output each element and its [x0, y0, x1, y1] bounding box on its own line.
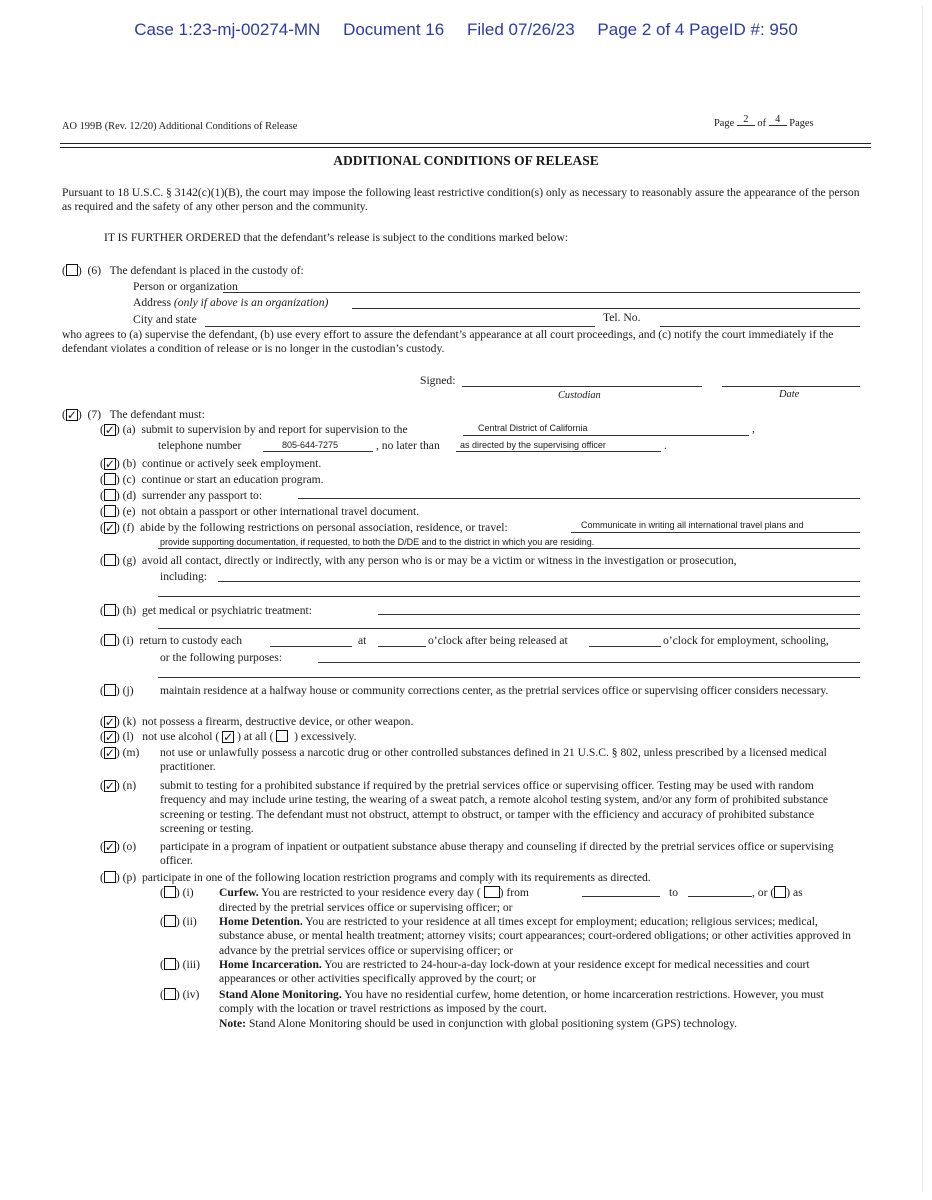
p1-from: ) from [499, 886, 529, 899]
d-line[interactable] [298, 498, 860, 499]
g-label: (g) [122, 554, 137, 567]
e-text: not obtain a passport or other international travel document. [141, 505, 420, 518]
condition-7g: ( ) (g) avoid all contact, directly or indirectly, with any person who is or may be a victim or witness in the investigation or prosecution, [100, 554, 737, 567]
checkbox-b[interactable] [104, 458, 116, 470]
condition-7e: ( ) (e) not obtain a passport or other international travel document. [100, 505, 420, 518]
p1-from-line[interactable] [582, 896, 660, 897]
k-text: not possess a firearm, destructive device, or other weapon. [141, 715, 414, 728]
p-alone-box: ( ) (iv) [160, 988, 200, 1001]
custodian-signature-line[interactable] [462, 386, 702, 387]
i-purposes: or the following purposes: [160, 651, 283, 664]
case-number: Case 1:23-mj-00274-MN [134, 20, 321, 39]
page-counter [714, 114, 814, 130]
p3-text: You are restricted to 24-hour-a-day lock-down at your residence except for medical necessities and court appearances or other activities specifically approved by the court; or [219, 958, 810, 986]
h-line-1[interactable] [378, 614, 860, 615]
a-tel-line[interactable] [263, 451, 373, 452]
p4-note [219, 1017, 737, 1030]
city-label: City and state [133, 313, 197, 326]
condition-7h: ( ) (h) get medical or psychiatric treatment: [100, 604, 312, 617]
p1-label: ) (i) [175, 886, 194, 899]
checkbox-l-excess[interactable] [276, 730, 288, 742]
m-text: not use or unlawfully possess a narcotic drug or other controlled substances defined in 21 U.S.C. § 802, unless prescribed by a licensed medical practitioner. [160, 746, 827, 774]
condition-7i: ( ) (i) return to custody each [100, 634, 243, 647]
checkbox-p-curfew-day[interactable] [484, 886, 500, 898]
a-when-value: as directed by the supervising officer [460, 440, 606, 450]
checkbox-n[interactable] [104, 780, 116, 792]
j-label: (j) [122, 684, 134, 697]
d-label: (d) [122, 489, 137, 502]
n-text: submit to testing for a prohibited substance if required by the pretrial services office or supervising officer. Testing may be used with random frequency and may include urine testing, the wearing of a sweat patch, a remote alcohol testing system, and/or any form of prohibited substance screening or testing. The defendant must not obstruct, attempt to obstruct, or tamper with the efficiency and accuracy of prohibited substance screening or testing. [160, 779, 829, 836]
a-label: (a) [122, 423, 136, 436]
checkbox-p-alone[interactable] [164, 988, 176, 1000]
checkbox-f[interactable] [104, 522, 116, 534]
checkbox-o[interactable] [104, 841, 116, 853]
p-incar-box: ( ) (iii) [160, 958, 201, 971]
checkbox-m[interactable] [104, 747, 116, 759]
checkbox-p-curfew[interactable] [164, 886, 176, 898]
i-text: return to custody each [139, 634, 243, 647]
condition-7f: (✓ ) (f) abide by the following restrictions on personal association, residence, or travel: [100, 521, 508, 534]
tel-line[interactable] [660, 326, 860, 327]
city-line[interactable] [205, 326, 595, 327]
a-comma: , [752, 422, 755, 435]
checkbox-p-incar[interactable] [164, 958, 176, 970]
p-label: (p) [122, 871, 137, 884]
address-label [133, 296, 328, 309]
checkbox-c[interactable] [104, 473, 116, 485]
l-text-1: not use alcohol ( [142, 730, 220, 743]
p3-bold: Home Incarceration. [219, 958, 322, 971]
page-num: 2 [737, 114, 755, 126]
checkbox-p-curfew-or[interactable] [774, 886, 786, 898]
condition-7m-box: (✓ ) (m) [100, 746, 139, 759]
condition-7o-box: (✓ ) (o) [100, 840, 136, 853]
p3-paragraph [219, 958, 861, 987]
m-label: (m) [122, 746, 140, 759]
p1-to: to [669, 886, 679, 899]
i-oclock-2: o’clock for employment, schooling, [663, 634, 829, 647]
form-id: AO 199B (Rev. 12/20) Additional Conditions of Release [62, 121, 298, 132]
g-including: including: [160, 570, 208, 583]
i-label: (i) [122, 634, 134, 647]
checkbox-l[interactable] [104, 731, 116, 743]
i-purposes-line[interactable] [318, 662, 860, 663]
ecf-header-banner [0, 20, 932, 40]
date-label: Date [779, 389, 800, 400]
f-line-1[interactable] [571, 532, 860, 533]
p1-or-text: , or ( [752, 886, 775, 899]
condition-6: ( ) (6) The defendant is placed in the custody of: [62, 264, 304, 277]
g-line-1[interactable] [218, 581, 860, 582]
b-text: continue or actively seek employment. [141, 457, 322, 470]
p1-or [752, 886, 803, 899]
of-label: of [757, 118, 767, 129]
d-text: surrender any passport to: [141, 489, 263, 502]
h-line-2[interactable] [158, 628, 860, 629]
p3-label: ) (iii) [175, 958, 201, 971]
checkbox-e[interactable] [104, 505, 116, 517]
o-label: (o) [122, 840, 137, 853]
address-note: (only if above is an organization) [173, 296, 329, 309]
a-district-value: Central District of California [478, 423, 588, 433]
checkbox-g[interactable] [104, 554, 116, 566]
a-tel-label: telephone number [158, 439, 242, 452]
i-day-line[interactable] [270, 646, 352, 647]
condition-7b: (✓ ) (b) continue or actively seek employment. [100, 457, 321, 470]
divider-top [60, 143, 871, 144]
filed-date: Filed 07/26/23 [466, 20, 575, 39]
condition-7: (✓ ) (7) The defendant must: [62, 408, 205, 421]
l-text-3: ) excessively. [294, 730, 357, 743]
condition-7n-box: (✓ ) (n) [100, 779, 136, 792]
c-text: continue or start an education program. [141, 473, 324, 486]
custodian-label: Custodian [558, 390, 601, 401]
checkbox-k[interactable] [104, 716, 116, 728]
g-line-2[interactable] [158, 596, 860, 597]
a-district-line[interactable] [463, 435, 749, 436]
c-label: (c) [122, 473, 136, 486]
p1-text: You are restricted to your residence every day ( [261, 886, 481, 899]
checkbox-h[interactable] [104, 604, 116, 616]
person-line[interactable] [223, 292, 860, 293]
p4-note-text: Stand Alone Monitoring should be used in conjunction with global positioning system (GPS) technology. [248, 1017, 738, 1030]
checkbox-l-atall[interactable] [222, 731, 234, 743]
p-text: participate in one of the following location restriction programs and comply with its requirements as directed. [141, 871, 651, 884]
p2-paragraph [219, 915, 861, 958]
f-fill-1: Communicate in writing all international travel plans and [581, 520, 804, 530]
c7-num: (7) [87, 408, 102, 421]
g-text: avoid all contact, directly or indirectly, with any person who is or may be a victim or witness in the investigation or prosecution, [141, 554, 737, 567]
p2-bold: Home Detention. [219, 915, 303, 928]
i-at: at [358, 634, 367, 647]
checkbox-d[interactable] [104, 489, 116, 501]
l-label: (l) [122, 730, 134, 743]
p1-to-line[interactable] [688, 896, 752, 897]
c6-text: The defendant is placed in the custody of: [109, 264, 304, 277]
f-label: (f) [122, 521, 135, 534]
a-when-line[interactable] [456, 451, 661, 452]
address-label-text: Address [133, 296, 171, 309]
i-time-line[interactable] [378, 646, 426, 647]
i-oclock-1: o’clock after being released at [428, 634, 568, 647]
p4-paragraph [219, 988, 861, 1017]
p-home-box: ( ) (ii) [160, 915, 197, 928]
p4-text: You have no residential curfew, home detention, or home incarceration restrictions. However, you must comply with the location or travel restrictions as imposed by the court. [219, 988, 824, 1016]
checkbox-p-home[interactable] [164, 915, 176, 927]
condition-7c: ( ) (c) continue or start an education program. [100, 473, 324, 486]
checkbox-c6[interactable] [66, 264, 78, 276]
a-period: . [664, 439, 667, 452]
p4-label: ) (iv) [175, 988, 200, 1001]
p2-text: You are restricted to your residence at all times except for employment; education; religious services; medical, substance abuse, or mental health treatment; attorney visits; court appearances; court-ordered obligations; or other activities approved in advance by the pretrial services office or supervising officer; or [219, 915, 851, 957]
condition-7p: ( ) (p) participate in one of the following location restriction programs and comply with its requirements as directed. [100, 871, 651, 884]
e-label: (e) [122, 505, 136, 518]
condition-7k: (✓ ) (k) not possess a firearm, destructive device, or other weapon. [100, 715, 413, 728]
p1-text-2: directed by the pretrial services office or supervising officer; or [219, 901, 513, 914]
h-text: get medical or psychiatric treatment: [141, 604, 312, 617]
signed-label: Signed: [420, 374, 456, 387]
f-text: abide by the following restrictions on personal association, residence, or travel: [140, 521, 508, 534]
a-text: submit to supervision by and report for supervision to the [141, 423, 408, 436]
form-title: ADDITIONAL CONDITIONS OF RELEASE [333, 153, 599, 168]
b-label: (b) [122, 457, 137, 470]
p-curfew-line [219, 886, 529, 899]
document-number: Document 16 [343, 20, 445, 39]
divider-top-thin [60, 147, 871, 148]
condition-7j-box: ( ) (j) [100, 684, 134, 697]
checkbox-c7[interactable] [66, 409, 78, 421]
o-text: participate in a program of inpatient or outpatient substance abuse therapy and counseling if directed by the pretrial services office or supervising officer. [160, 840, 834, 868]
date-line[interactable] [722, 386, 860, 387]
page-id: Page 2 of 4 PageID #: 950 [597, 20, 798, 39]
p-curfew-box: ( ) (i) [160, 886, 194, 899]
j-text: maintain residence at a halfway house or community corrections center, as the pretrial services office or supervising officer considers necessary. [160, 684, 829, 697]
page-total: 4 [769, 114, 787, 126]
checkbox-a[interactable] [104, 424, 116, 436]
checkbox-j[interactable] [104, 684, 116, 696]
p1-as: ) as [786, 886, 803, 899]
custodian-agreement: who agrees to (a) supervise the defendant, (b) use every effort to assure the defendant’s appearance at all court proceedings, and (c) notify the court immediately if the defendant violates a condition of release or is no longer in the custodian’s custody. [62, 328, 834, 356]
pages-label: Pages [789, 118, 814, 129]
checkbox-i[interactable] [104, 634, 116, 646]
n-label: (n) [122, 779, 137, 792]
i-release-line[interactable] [589, 646, 661, 647]
k-label: (k) [122, 715, 137, 728]
intro-paragraph: Pursuant to 18 U.S.C. § 3142(c)(1)(B), the court may impose the following least restrictive condition(s) only as necessary to reasonably assure the appearance of the person as required and the safety of any other person and the community. [62, 186, 860, 214]
tel-label: Tel. No. [603, 311, 641, 324]
address-line[interactable] [352, 308, 860, 309]
checkbox-p[interactable] [104, 871, 116, 883]
condition-7l: (✓ ) (l) not use alcohol ( ✓ ) at all ( ) excessively. [100, 730, 357, 743]
f-fill-2: provide supporting documentation, if requested, to both the D/DE and to the district in which you are residing. [160, 537, 595, 547]
person-label: Person or organization [133, 280, 238, 293]
p2-label: ) (ii) [175, 915, 197, 928]
i-purposes-line-2[interactable] [158, 677, 860, 678]
c7-text: The defendant must: [109, 408, 205, 421]
c6-num: (6) [87, 264, 102, 277]
f-line-2[interactable] [158, 548, 860, 549]
a-nolater: , no later than [376, 439, 440, 452]
l-text-2: ) at all ( [237, 730, 274, 743]
a-tel-value: 805-644-7275 [282, 440, 339, 450]
h-label: (h) [122, 604, 137, 617]
p1-bold: Curfew. [219, 886, 259, 899]
p4-bold: Stand Alone Monitoring. [219, 988, 342, 1001]
further-ordered: IT IS FURTHER ORDERED that the defendant’s release is subject to the conditions marked below: [104, 231, 569, 244]
condition-7a: (✓ ) (a) submit to supervision by and report for supervision to the [100, 423, 408, 436]
page-label: Page [714, 118, 735, 129]
p4-note-bold: Note: [219, 1017, 247, 1030]
condition-7d: ( ) (d) surrender any passport to: [100, 489, 263, 502]
